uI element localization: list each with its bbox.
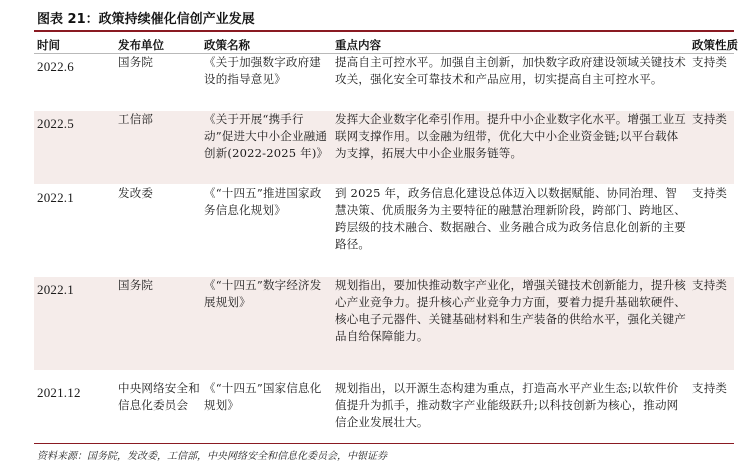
- table-header: [34, 34, 738, 52]
- cell-nature: 支持类: [692, 112, 728, 126]
- cell-nature: 支持类: [692, 381, 728, 395]
- header-nature: 政策性质: [692, 38, 738, 52]
- source-note: 资料来源：国务院，发改委，工信部，中央网络安全和信息化委员会，中银证券: [37, 451, 387, 462]
- cell-nature: 支持类: [692, 55, 728, 69]
- cell-content: 规划指出，要加快推动数字产业化，增强关键技术创新能力，提升核心产业竞争力。提升核心产业竞争力方面，要着力提升基础软硬件、核心电子元器件、关键基础材料和生产装备的供给水平，强化关键产品自给保障能力。: [335, 278, 686, 343]
- cell-unit: 工信部: [118, 112, 154, 126]
- cell-nature: 支持类: [692, 186, 728, 200]
- cell-nature: 支持类: [692, 278, 728, 292]
- table-row: [34, 277, 734, 370]
- cell-time: 2022.5: [37, 116, 74, 131]
- top-rule: [34, 30, 734, 32]
- figure-title: 图表 21：政策持续催化信创产业发展: [37, 12, 255, 27]
- header-unit: 发布单位: [118, 38, 164, 52]
- table-row: [34, 111, 734, 184]
- cell-name: 《“十四五”推进国家政务信息化规划》: [204, 186, 322, 217]
- header-content: 重点内容: [335, 38, 381, 52]
- bottom-rule: [34, 443, 734, 444]
- cell-time: 2022.1: [37, 282, 74, 297]
- cell-name: 《关于开展“携手行动”促进大中小企业融通创新(2022-2025 年)》: [204, 112, 329, 160]
- cell-unit: 国务院: [118, 55, 154, 69]
- cell-name: 《“十四五”数字经济发展规划》: [204, 278, 322, 309]
- cell-unit: 发改委: [118, 186, 154, 200]
- cell-unit: 国务院: [118, 278, 154, 292]
- table-row: [34, 185, 734, 276]
- cell-name: 《“十四五”国家信息化规划》: [204, 381, 322, 412]
- cell-unit: 中央网络安全和信息化委员会: [118, 381, 200, 412]
- cell-content: 提高自主可控水平。加强自主创新，加快数字政府建设领域关键技术攻关，强化安全可靠技术和产品应用，切实提高自主可控水平。: [335, 55, 686, 86]
- cell-time: 2021.12: [37, 385, 81, 400]
- cell-time: 2022.6: [37, 59, 74, 74]
- table-row: [34, 380, 734, 442]
- table-row: [34, 54, 734, 110]
- header-name: 政策名称: [204, 38, 250, 52]
- cell-content: 发挥大企业数字化牵引作用。提升中小企业数字化水平。增强工业互联网支撑作用。以金融为纽带，优化大中小企业资金链;以平台载体为支撑，拓展大中小企业服务链等。: [335, 112, 686, 160]
- cell-time: 2022.1: [37, 190, 74, 205]
- cell-content: 规划指出，以开源生态构建为重点，打造高水平产业生态;以软件价值提升为抓手，推动数字产业能级跃升;以科技创新为核心，推动网信企业发展壮大。: [335, 381, 679, 429]
- cell-content: 到 2025 年，政务信息化建设总体迈入以数据赋能、协同治理、智慧决策、优质服务为主要特征的融慧治理新阶段，跨部门、跨地区、跨层级的技术融合、数据融合、业务融合成为政务信息化创新的主要路径。: [335, 186, 686, 251]
- cell-name: 《关于加强数字政府建设的指导意见》: [204, 55, 321, 86]
- header-time: 时间: [37, 38, 60, 52]
